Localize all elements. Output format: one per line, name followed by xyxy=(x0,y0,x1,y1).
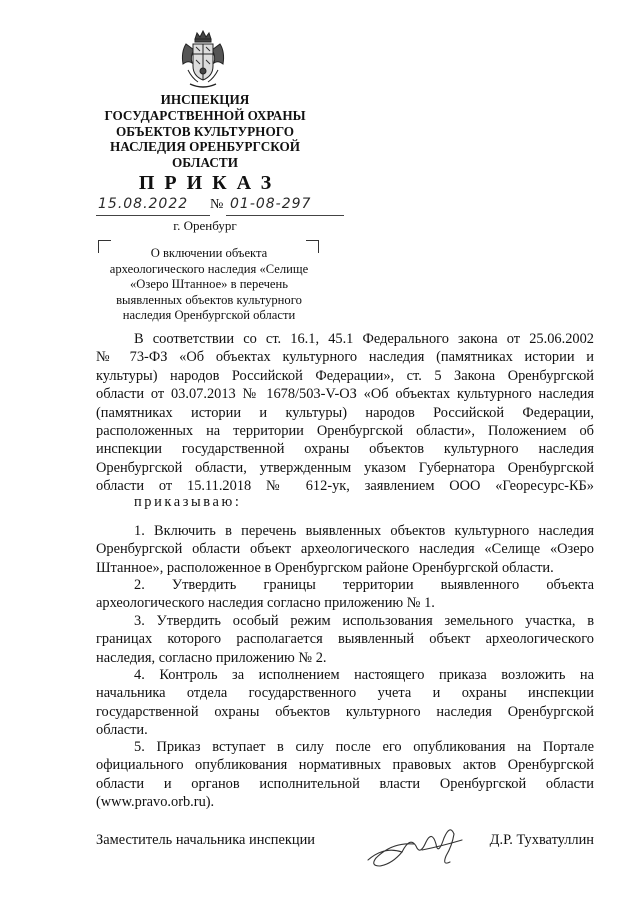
item-line: (www.pravo.orb.ru). xyxy=(96,794,215,811)
item-line: 4. Контроль за исполнением настоящего приказа возложить на xyxy=(134,667,594,683)
order-date: 15.08.2022 xyxy=(98,196,189,212)
number-fill-line xyxy=(226,215,344,216)
subject-line: «Озеро Штанное» в перечень xyxy=(129,277,289,292)
order-item-3 xyxy=(96,612,594,667)
preamble-line: расположенных на территории Оренбургской области», Положением об xyxy=(96,422,594,439)
org-line: ОБЛАСТИ xyxy=(172,155,238,171)
subject-line: О включении объекта xyxy=(150,246,268,260)
order-item-5 xyxy=(96,738,594,812)
order-title: ПРИКАЗ xyxy=(138,172,282,194)
preamble-line: области от 03.07.2013 № 1678/503-V-ОЗ «Об объектах культурного наследия xyxy=(96,386,594,403)
item-line: начальника отдела государственного учета и охраны инспекции xyxy=(96,685,594,702)
item-line: государственной охраны объектов культурного наследия Оренбургской xyxy=(96,703,594,720)
order-number: 01-08-297 xyxy=(230,196,312,212)
item-line: области. xyxy=(96,722,148,739)
subject-line: наследия Оренбургской области xyxy=(122,308,296,323)
preamble-line: В соответствии со ст. 16.1, 45.1 Федерального закона от 25.06.2002 xyxy=(134,331,594,347)
item-line: Оренбургской области объект археологического наследия «Селище «Озеро xyxy=(96,541,594,558)
preamble-line: области от 15.11.2018 № 612-ук, заявлением ООО «Георесурс-КБ» xyxy=(96,478,594,495)
date-fill-line xyxy=(96,215,210,216)
preamble-line: инспекции государственной охраны объектов культурного наследия xyxy=(96,441,594,458)
signer-name: Д.Р. Тухватуллин xyxy=(489,832,594,848)
preamble-line: Оренбургской области, утвержденным указом Губернатора Оренбургской xyxy=(96,459,594,476)
city: г. Оренбург xyxy=(173,218,237,233)
order-item-1 xyxy=(96,522,594,577)
handwritten-signature-icon xyxy=(362,816,472,876)
preamble-line: № 73-ФЗ «Об объектах культурного наследия (памятниках истории и xyxy=(96,349,594,366)
item-line: 2. Утвердить границы территории выявленного объекта xyxy=(134,577,594,593)
item-line: границах которого располагается выявленный объект археологического xyxy=(96,631,594,648)
signer-title: Заместитель начальника инспекции xyxy=(96,832,315,848)
item-line: археологического наследия согласно приложению № 1. xyxy=(96,595,435,612)
item-line: 3. Утвердить особый режим использования земельного участка, в xyxy=(134,613,594,629)
org-line: ГОСУДАРСТВЕННОЙ ОХРАНЫ xyxy=(104,107,306,123)
order-item-4 xyxy=(96,666,594,740)
subject-line: археологического наследия «Селище xyxy=(109,261,309,276)
item-line: 1. Включить в перечень выявленных объектов культурного наследия xyxy=(134,523,594,539)
item-line: наследия, согласно приложению № 2. xyxy=(96,649,327,666)
item-line: официального опубликования нормативных правовых актов Оренбургской xyxy=(96,757,594,774)
item-line: Штанное», расположенное в Оренбургском районе Оренбургской области. xyxy=(96,559,554,576)
order-subject xyxy=(96,246,322,324)
preamble-paragraph xyxy=(96,330,594,496)
coat-of-arms-icon xyxy=(178,30,228,92)
order-item-2 xyxy=(96,576,594,613)
decree-word: приказываю: xyxy=(134,494,242,510)
preamble-line: культуры) народов Российской Федерации», ст. 5 Закона Оренбургской xyxy=(96,367,594,384)
number-sign: № xyxy=(210,197,224,212)
date-number-row xyxy=(96,196,346,218)
org-line: ИНСПЕКЦИЯ xyxy=(160,92,250,107)
org-line: НАСЛЕДИЯ ОРЕНБУРГСКОЙ xyxy=(110,139,300,155)
organization-name xyxy=(80,92,330,171)
item-line: области и органов исполнительной власти Оренбургской области xyxy=(96,775,594,792)
item-line: 5. Приказ вступает в силу после его опубликования на Портале xyxy=(134,739,594,755)
subject-line: выявленных объектов культурного xyxy=(116,292,302,307)
org-line: ОБЪЕКТОВ КУЛЬТУРНОГО xyxy=(115,123,295,139)
preamble-line: (памятниках истории и культуры) народов Российской Федерации, xyxy=(96,404,594,421)
